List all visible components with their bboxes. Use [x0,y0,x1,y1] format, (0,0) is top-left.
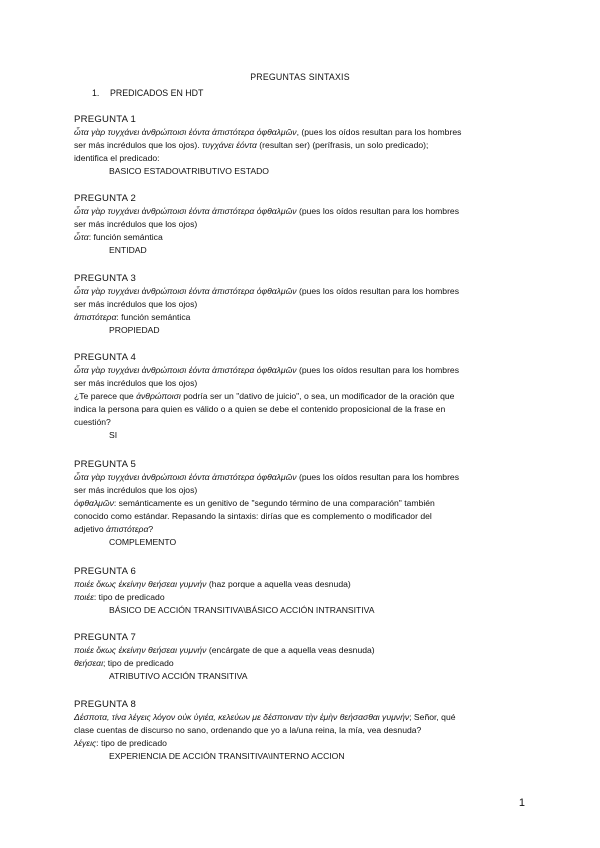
question-text: cuestión? [74,417,111,427]
question-line [74,591,534,604]
document-title: PREGUNTAS SINTAXIS [250,72,350,82]
question-text: (pues los oídos resultan para los hombres [296,286,460,296]
greek-text: λέγεις [74,738,97,748]
question-line [74,737,534,750]
question-line [74,471,534,484]
question-heading: PREGUNTA 1 [74,114,137,125]
question-text: (resultan ser) (perífrasis, un solo predicado); [256,140,429,150]
question-text: ; tipo de predicado [102,658,174,668]
question-heading: PREGUNTA 2 [74,193,137,204]
question-6 [74,565,534,617]
question-line [74,523,534,536]
question-line [74,657,534,670]
question-line [74,510,534,523]
greek-text: θεήσεαι [74,658,103,668]
section-label: PREDICADOS EN HDT [110,88,204,98]
answer-text: COMPLEMENTO [109,537,177,547]
question-text: indica la persona para quien es válido o a quien se debe el contenido proposicional de la frase en [74,404,446,414]
question-text: (encárgate de que a aquella veas desnuda) [206,645,375,655]
question-line [74,497,534,510]
question-text: ¿Te parece que [74,391,137,401]
question-heading: PREGUNTA 3 [74,273,137,284]
question-heading: PREGUNTA 5 [74,459,137,470]
question-text: ser más incrédulos que los ojos) [74,485,198,495]
greek-text: ὀφθαλμῶν [74,498,114,508]
question-text: : función semántica [88,232,163,242]
question-heading: PREGUNTA 6 [74,566,137,577]
question-line [74,311,534,324]
answer-text: ATRIBUTIVO ACCIÓN TRANSITIVA [109,671,248,681]
question-line [74,377,534,390]
greek-text: ὦτα γὰρ τυγχάνει ἀνθρώποισι ἐόντα ἀπιστότερα ὀφθαλμῶν [74,206,297,216]
question-text: (pues los oídos resultan para los hombres [296,365,460,375]
question-text: adjetivo [74,524,107,534]
question-line [74,231,534,244]
question-heading: PREGUNTA 4 [74,352,137,363]
question-text: , (pues los oídos resultan para los hombres [296,127,462,137]
question-heading: PREGUNTA 7 [74,632,137,643]
section-number: 1. [92,88,100,98]
question-text: : función semántica [116,312,191,322]
question-text: identifica el predicado: [74,153,160,163]
question-line [74,711,534,724]
greek-text: ἀπιστότερα [74,312,117,322]
question-text: : semánticamente es un genitivo de "segundo término de una comparación" también [113,498,435,508]
question-line [74,139,534,152]
question-text: ser más incrédulos que los ojos) [74,299,198,309]
question-text: : tipo de predicado [93,592,165,602]
question-text: ? [148,524,154,534]
question-text: (pues los oídos resultan para los hombres [296,206,460,216]
answer-text: BÁSICO DE ACCIÓN TRANSITIVA\BÁSICO ACCIÓN INTRANSITIVA [109,605,375,615]
question-line [74,205,534,218]
answer-text: SI [109,430,118,440]
question-text: ser más incrédulos que los ojos) [74,378,198,388]
greek-text: τυγχάνει ἐόντα [202,140,257,150]
question-line [74,644,534,657]
question-line [74,364,534,377]
question-line [74,416,534,429]
question-2 [74,192,534,257]
question-line [74,724,534,737]
question-heading: PREGUNTA 8 [74,699,137,710]
question-text: clase cuentas de discurso no sano, ordenando que yo a la/una reina, la mía, vea desnuda? [74,725,422,735]
answer-text: PROPIEDAD [109,325,160,335]
question-line [74,218,534,231]
question-1 [74,113,534,178]
question-text: conocido como estándar. Repasando la sintaxis: dirías que es complemento o modificador del [74,511,432,521]
question-3 [74,272,534,337]
question-line [74,298,534,311]
question-line [74,285,534,298]
greek-text: ὦτα [74,232,89,242]
question-line [74,484,534,497]
page-number: 1 [518,797,525,809]
question-line [74,578,534,591]
answer-text: ENTIDAD [109,245,147,255]
question-line [74,126,534,139]
greek-text: ὦτα γὰρ τυγχάνει ἀνθρώποισι ἐόντα ἀπιστότερα ὀφθαλμῶν [74,127,297,137]
question-text: ser más incrédulos que los ojos). [74,140,203,150]
greek-text: ὦτα γὰρ τυγχάνει ἀνθρώποισι ἐόντα ἀπιστότερα ὀφθαλμῶν [74,472,297,482]
question-text: : tipo de predicado [96,738,167,748]
greek-text: ποιέε ὅκως ἐκείνην θεήσεαι γυμνήν [74,579,207,589]
question-7 [74,631,534,683]
greek-text: ἀπιστότερα [106,524,149,534]
greek-text: ποιέε [74,592,94,602]
question-text: ; Señor, qué [409,712,456,722]
question-8 [74,698,534,763]
answer-text: EXPERIENCIA DE ACCIÓN TRANSITIVA\INTERNO ACCION [109,751,345,761]
question-text: (pues los oídos resultan para los hombres [296,472,460,482]
greek-text: ὦτα γὰρ τυγχάνει ἀνθρώποισι ἐόντα ἀπιστότερα ὀφθαλμῶν [74,365,297,375]
question-5 [74,458,534,549]
answer-text: BASICO ESTADO\ATRIBUTIVO ESTADO [109,166,269,176]
section-heading [92,88,203,98]
greek-text: ποιέε ὅκως ἐκείνην θεήσεαι γυμνήν [74,645,207,655]
question-text: (haz porque a aquella veas desnuda) [206,579,351,589]
question-text: ser más incrédulos que los ojos) [74,219,198,229]
greek-text: Δέσποτα, τίνα λέγεις λόγον οὐκ ὑγιέα, κελεύων με δέσποιναν τὴν ἐμὴν θεήσασθαι γυμνήν [74,712,410,722]
greek-text: ἀνθρώποισι [136,391,181,401]
question-line [74,390,534,403]
question-line [74,152,534,165]
question-line [74,403,534,416]
question-4 [74,351,534,442]
greek-text: ὦτα γὰρ τυγχάνει ἀνθρώποισι ἐόντα ἀπιστότερα ὀφθαλμῶν [74,286,297,296]
question-text: podría ser un "dativo de juicio", o sea, un modificador de la oración que [180,391,455,401]
